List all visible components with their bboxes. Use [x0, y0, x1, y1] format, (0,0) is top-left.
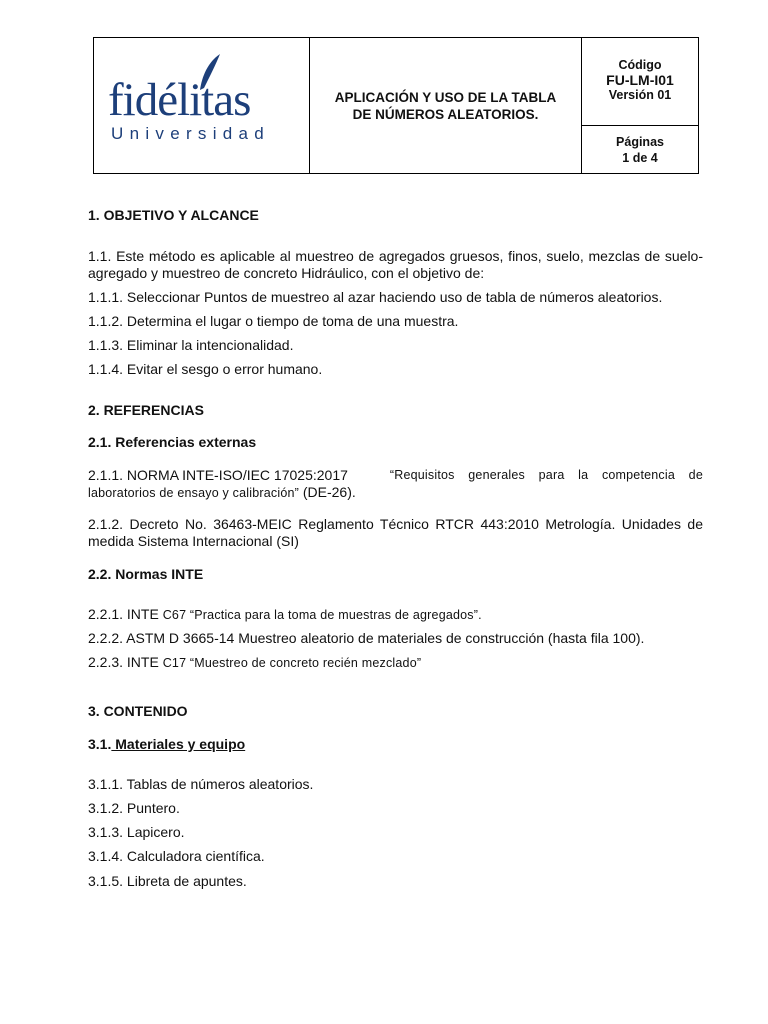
ref-2-1-1-line-2: [88, 484, 356, 502]
ref-2-1-1-line-1: [88, 467, 703, 484]
item-3-1-1: 3.1.1. Tablas de números aleatorios.: [88, 776, 314, 792]
logo-subtitle: Universidad: [111, 124, 271, 143]
version-text: Versión 01: [608, 88, 672, 102]
document-header-table: [93, 37, 699, 174]
section-3-1-title: Materiales y equipo: [111, 736, 246, 752]
ref-2-1-1-title-cont: laboratorios de ensayo y calibración”: [88, 486, 299, 500]
ref-2-1-1-code: (DE-26).: [302, 484, 356, 500]
title-line-1: APLICACIÓN Y USO DE LA TABLA: [334, 89, 557, 105]
logo-wordmark: fidélitas: [108, 74, 251, 126]
ref-2-2-1-prefix: 2.2.1. INTE: [88, 606, 159, 622]
paginas-label: Páginas: [616, 135, 664, 149]
logo-cell: [94, 38, 310, 173]
item-1-1-2: 1.1.2. Determina el lugar o tiempo de toma de una muestra.: [88, 313, 459, 329]
section-2-2-heading: 2.2. Normas INTE: [88, 566, 204, 582]
item-1-1-3: 1.1.3. Eliminar la intencionalidad.: [88, 337, 294, 353]
document-title: [310, 38, 582, 173]
title-line-2: DE NÚMEROS ALEATORIOS.: [352, 106, 539, 122]
ref-2-1-2-line-2: medida Sistema Internacional (SI): [88, 533, 299, 549]
para-1-1-line-2: agregado y muestreo de concreto Hidráulico, con el objetivo de:: [88, 265, 485, 281]
section-3-1-number: 3.1.: [88, 736, 112, 752]
codigo-value: FU-LM-I01: [606, 72, 674, 88]
meta-cell: [582, 38, 698, 173]
paginas-value: 1 de 4: [622, 151, 658, 165]
ref-2-2-1: [88, 606, 482, 624]
item-3-1-2: 3.1.2. Puntero.: [88, 800, 180, 816]
ref-2-1-2-line-1: 2.1.2. Decreto No. 36463-MEIC Reglamento Técnico RTCR 443:2010 Metrología. Unidades de: [88, 516, 703, 532]
para-1-1-line-1: 1.1. Este método es aplicable al muestreo de agregados gruesos, finos, suelo, mezclas de suelo-: [88, 248, 703, 264]
ref-2-1-1-norm: 2.1.1. NORMA INTE-ISO/IEC 17025:2017: [88, 467, 348, 483]
code-block: [582, 38, 698, 126]
item-1-1-1: 1.1.1. Seleccionar Puntos de muestreo al azar haciendo uso de tabla de números aleatorios.: [88, 289, 663, 305]
section-3-1-heading: [88, 736, 245, 753]
ref-2-2-1-title: C67 “Practica para la toma de muestras de agregados”.: [162, 608, 482, 622]
section-3-heading: 3. CONTENIDO: [88, 703, 188, 719]
ref-2-1-1-title: “Requisitos generales para la competencia de: [389, 468, 703, 482]
section-1-heading: 1. OBJETIVO Y ALCANCE: [88, 207, 259, 223]
item-3-1-5: 3.1.5. Libreta de apuntes.: [88, 873, 247, 889]
codigo-label: Código: [618, 58, 662, 72]
pages-block: [582, 126, 698, 173]
section-2-heading: 2. REFERENCIAS: [88, 402, 204, 418]
item-1-1-4: 1.1.4. Evitar el sesgo o error humano.: [88, 361, 323, 377]
item-3-1-4: 3.1.4. Calculadora científica.: [88, 848, 265, 864]
ref-2-2-3-prefix: 2.2.3. INTE: [88, 654, 159, 670]
ref-2-2-2: 2.2.2. ASTM D 3665-14 Muestreo aleatorio de materiales de construcción (hasta fila 100).: [88, 630, 645, 646]
section-2-1-heading: 2.1. Referencias externas: [88, 434, 257, 450]
ref-2-2-3: [88, 654, 421, 672]
item-3-1-3: 3.1.3. Lapicero.: [88, 824, 185, 840]
ref-2-2-3-title: C17 “Muestreo de concreto recién mezclado”: [162, 656, 422, 670]
